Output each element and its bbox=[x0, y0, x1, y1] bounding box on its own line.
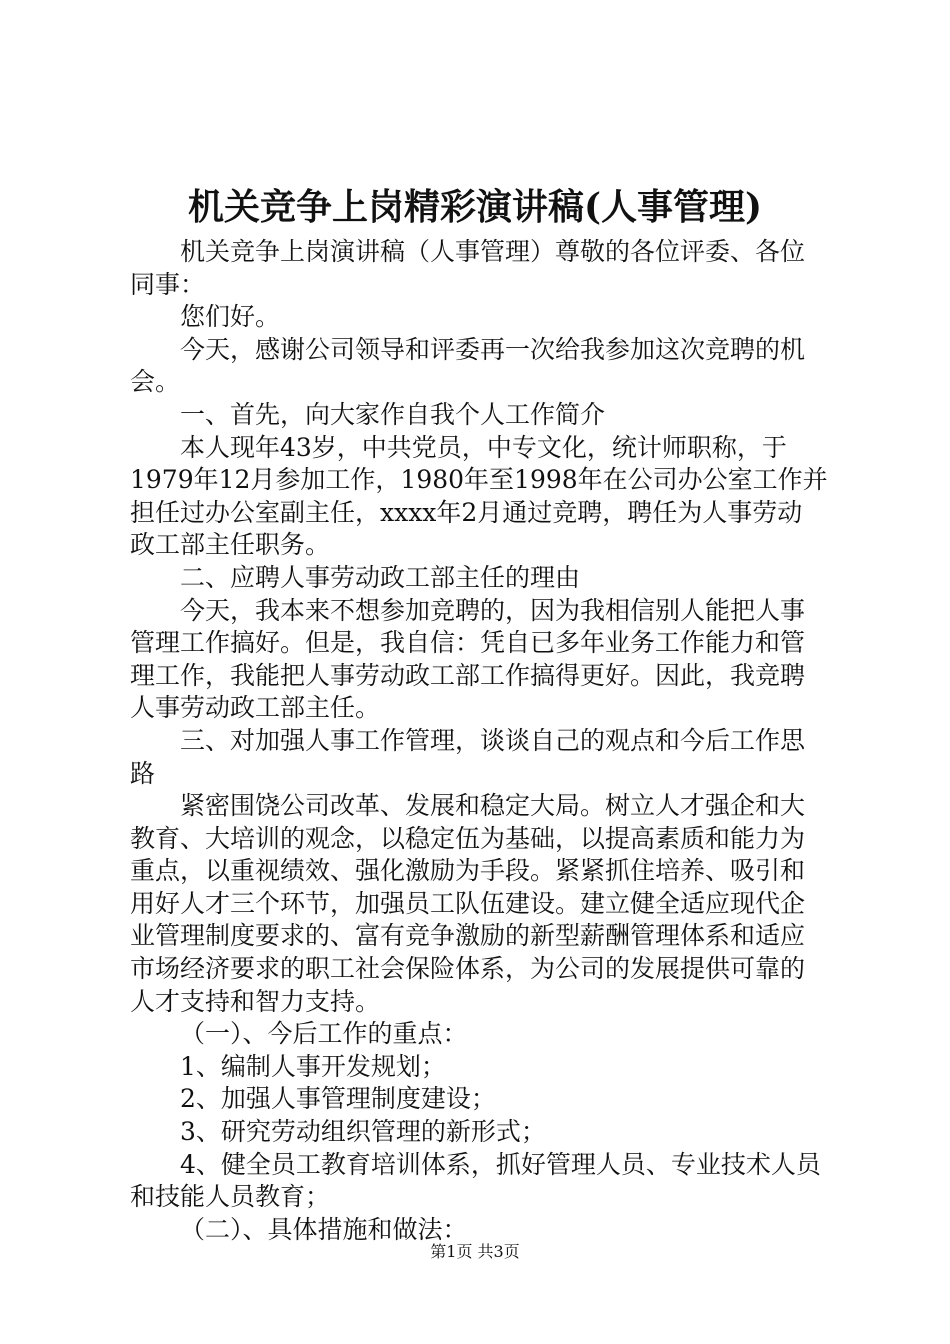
paragraph-line: 管理工作搞好。但是，我自信：凭自已多年业务工作能力和管 bbox=[130, 628, 806, 658]
paragraph bbox=[130, 1051, 832, 1084]
paragraph bbox=[130, 301, 832, 334]
paragraph bbox=[130, 562, 832, 595]
paragraph-line: 您们好。 bbox=[180, 302, 281, 332]
paragraph-line: 人才支持和智力支持。 bbox=[130, 986, 381, 1016]
paragraph-line: 市场经济要求的职工社会保险体系，为公司的发展提供可靠的 bbox=[130, 954, 806, 984]
paragraph-line: 3、研究劳动组织管理的新形式； bbox=[180, 1117, 546, 1147]
paragraph bbox=[130, 725, 832, 790]
paragraph bbox=[130, 432, 832, 562]
paragraph-line: 人事劳动政工部主任。 bbox=[130, 693, 381, 723]
paragraph-line: 机关竞争上岗演讲稿（人事管理）尊敬的各位评委、各位 bbox=[180, 237, 806, 266]
paragraph bbox=[130, 334, 832, 399]
paragraph-line: 紧密围饶公司改革、发展和稳定大局。树立人才强企和大 bbox=[180, 791, 806, 821]
paragraph-line: 和技能人员教育； bbox=[130, 1182, 331, 1212]
document-body bbox=[130, 236, 832, 1246]
paragraph bbox=[130, 1018, 832, 1051]
paragraph-line: 今天，我本来不想参加竞聘的，因为我相信别人能把人事 bbox=[180, 595, 806, 625]
paragraph bbox=[130, 236, 832, 301]
paragraph bbox=[130, 1149, 832, 1214]
paragraph-line: 本人现年43岁，中共党员，中专文化，统计师职称，于 bbox=[180, 432, 787, 462]
paragraph bbox=[130, 790, 832, 1018]
paragraph-line: 政工部主任职务。 bbox=[130, 530, 331, 560]
paragraph-line: 用好人才三个环节，加强员工队伍建设。建立健全适应现代企 bbox=[130, 888, 806, 918]
paragraph-line: 三、对加强人事工作管理，谈谈自己的观点和今后工作思 bbox=[180, 725, 806, 755]
paragraph-line: 1979年12月参加工作，1980年至1998年在公司办公室工作并 bbox=[130, 465, 828, 495]
paragraph-line: 4、健全员工教育培训体系，抓好管理人员、专业技术人员 bbox=[180, 1149, 821, 1179]
paragraph bbox=[130, 1083, 832, 1116]
paragraph bbox=[130, 595, 832, 725]
paragraph-line: 2、加强人事管理制度建设； bbox=[180, 1084, 496, 1114]
paragraph-line: 担任过办公室副主任，xxxx年2月通过竞聘，聘任为人事劳动 bbox=[130, 497, 803, 527]
paragraph-line: 业管理制度要求的、富有竞争激励的新型薪酬管理体系和适应 bbox=[130, 921, 806, 951]
paragraph-line: 教育、大培训的观念，以稳定伍为基础，以提高素质和能力为 bbox=[130, 823, 806, 853]
paragraph bbox=[130, 399, 832, 432]
paragraph-line: 会。 bbox=[130, 367, 181, 397]
page-footer: 第1页 共3页 bbox=[430, 1242, 520, 1261]
paragraph-line: 同事： bbox=[130, 269, 206, 299]
paragraph-line: 一、首先，向大家作自我个人工作简介 bbox=[180, 399, 606, 429]
paragraph-line: 重点，以重视绩效、强化激励为手段。紧紧抓住培养、吸引和 bbox=[130, 856, 806, 886]
document-title: 机关竞争上岗精彩演讲稿(人事管理) bbox=[187, 186, 763, 228]
paragraph-line: 1、编制人事开发规划； bbox=[180, 1051, 446, 1081]
paragraph-line: 今天，感谢公司领导和评委再一次给我参加这次竞聘的机 bbox=[180, 334, 806, 364]
paragraph-line: （二）、具体措施和做法： bbox=[180, 1214, 468, 1244]
paragraph-line: （一）、今后工作的重点： bbox=[180, 1019, 468, 1049]
paragraph-line: 二、应聘人事劳动政工部主任的理由 bbox=[180, 562, 581, 592]
paragraph-line: 理工作，我能把人事劳动政工部工作搞得更好。因此，我竞聘 bbox=[130, 660, 806, 690]
paragraph-line: 路 bbox=[130, 758, 156, 788]
paragraph bbox=[130, 1116, 832, 1149]
